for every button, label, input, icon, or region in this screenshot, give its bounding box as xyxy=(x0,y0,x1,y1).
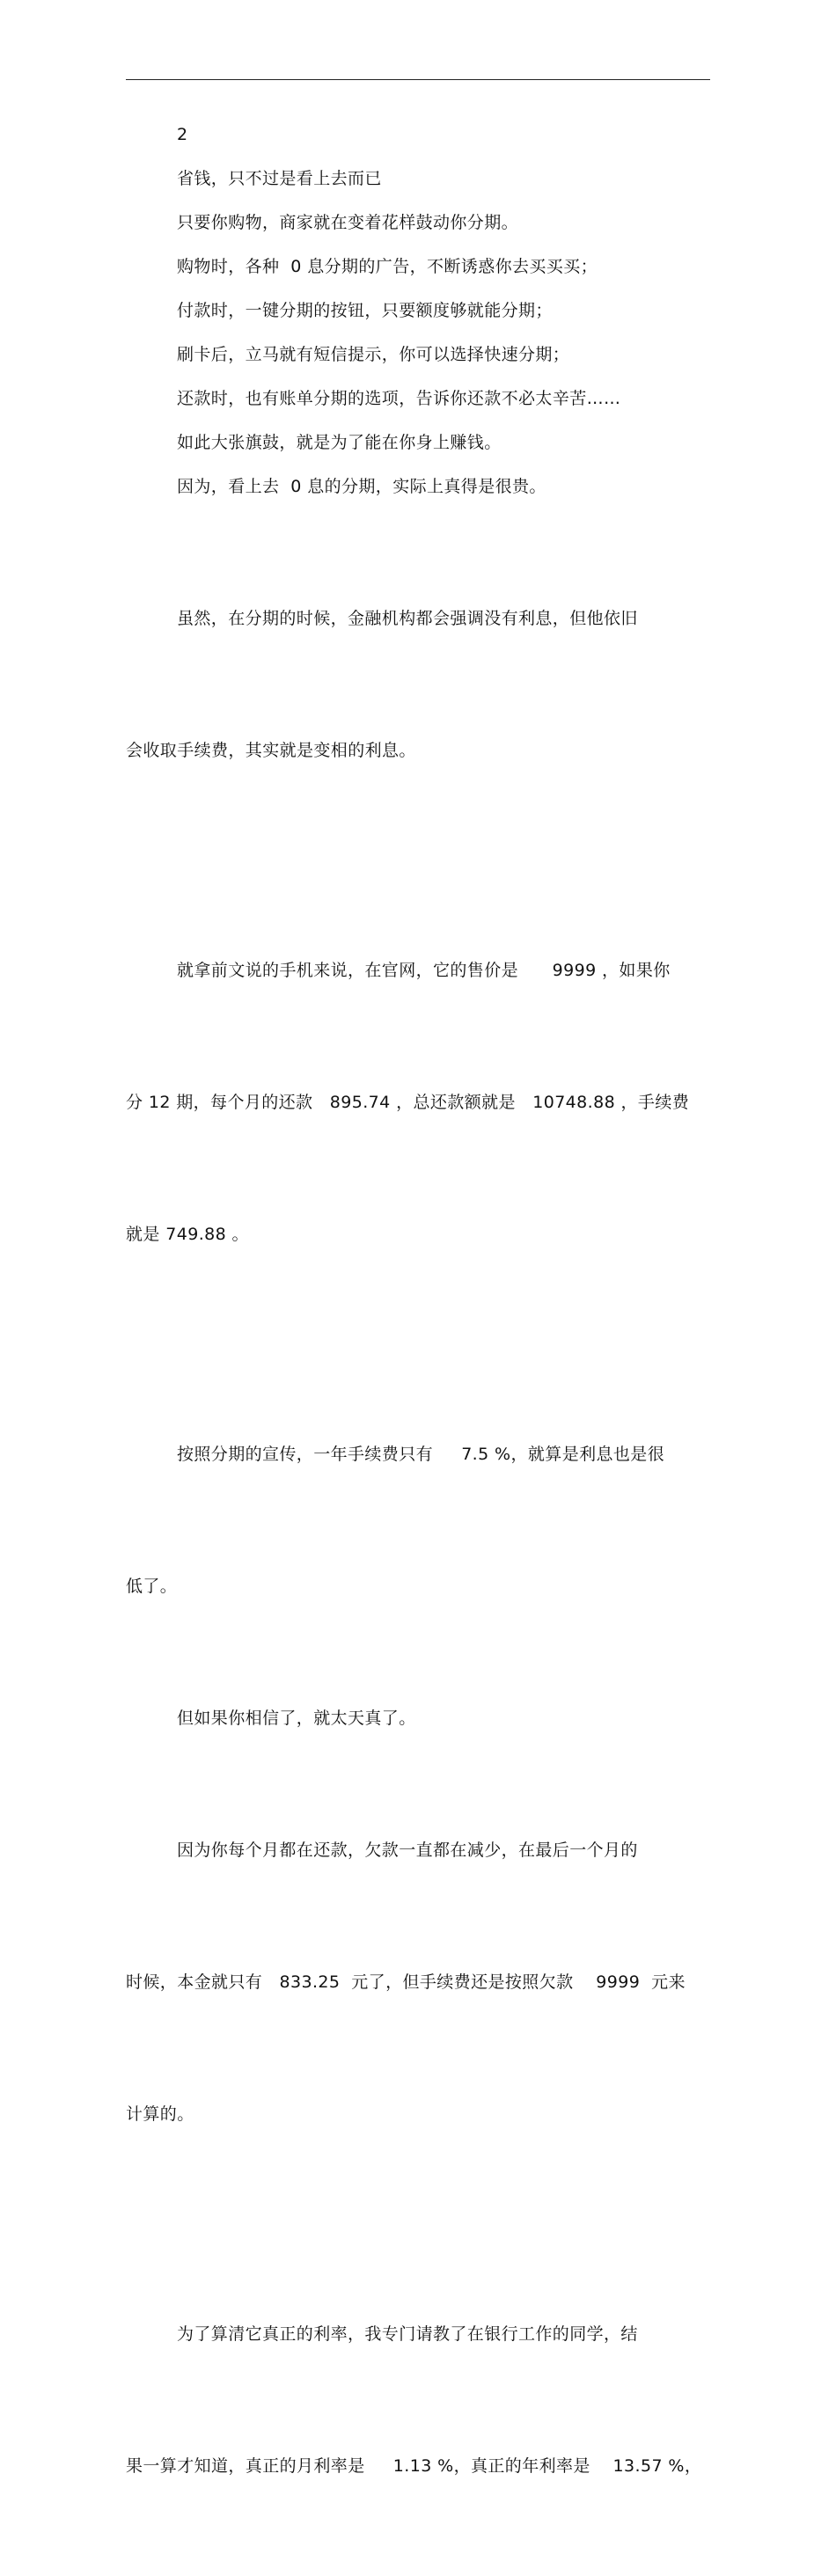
paragraph xyxy=(126,289,710,333)
paragraph-line: 就拿前文说的手机来说，在官网，它的售价是 9999 ，如果你 xyxy=(177,961,671,980)
paragraph-line: 低了。 xyxy=(126,1577,178,1596)
document-body xyxy=(126,113,710,2576)
paragraph-line: 计算的。 xyxy=(126,2104,194,2124)
paragraph xyxy=(126,509,710,860)
paragraph-line: 果一算才知道，真正的月利率是 1.13 %，真正的年利率是 13.57 %， xyxy=(126,2456,702,2476)
paragraph xyxy=(126,2224,710,2576)
paragraph-line: 还款时，也有账单分期的选项，告诉你还款不必太辛苦…… xyxy=(177,389,621,408)
paragraph-line: 只要你购物，商家就在变着花样鼓动你分期。 xyxy=(177,213,519,232)
paragraph xyxy=(126,245,710,289)
paragraph-line: 时候，本金就只有 833.25 元了，但手续费还是按照欠款 9999 元来 xyxy=(126,1972,686,1992)
paragraph-line: 分 12 期，每个月的还款 895.74 ，总还款额就是 10748.88 ，手续费 xyxy=(126,1093,690,1112)
paragraph-line: 因为你每个月都在还款，欠款一直都在减少，在最后一个月的 xyxy=(177,1841,638,1860)
paragraph xyxy=(126,333,710,377)
paragraph xyxy=(126,465,710,509)
paragraph-line: 付款时，一键分期的按钮，只要额度够就能分期； xyxy=(177,301,553,320)
paragraph-line: 就是 749.88 。 xyxy=(126,1225,249,1244)
paragraph xyxy=(126,377,710,421)
paragraph-line: 为了算清它真正的利率，我专门请教了在银行工作的同学，结 xyxy=(177,2324,638,2344)
page-number-text: 2 xyxy=(177,125,188,144)
paragraph-line: 如此大张旗鼓，就是为了能在你身上赚钱。 xyxy=(177,433,502,452)
page-number xyxy=(126,113,710,157)
paragraph-line: 购物时，各种 0 息分期的广告，不断诱惑你去买买买； xyxy=(177,257,598,276)
paragraph-line: 刷卡后，立马就有短信提示，你可以选择快速分期； xyxy=(177,345,570,364)
paragraph xyxy=(126,201,710,245)
paragraph-line: 因为，看上去 0 息的分期，实际上真得是很贵。 xyxy=(177,477,546,496)
paragraph-line: 但如果你相信了，就太天真了。 xyxy=(177,1709,416,1728)
paragraph-line: 按照分期的宣传，一年手续费只有 7.5 %，就算是利息也是很 xyxy=(177,1445,665,1464)
paragraph-line: 虽然，在分期的时候，金融机构都会强调没有利息，但他依旧 xyxy=(177,609,638,628)
paragraph xyxy=(126,1344,710,1696)
paragraph xyxy=(126,860,710,1344)
paragraph xyxy=(126,421,710,465)
paragraph-line: 省钱，只不过是看上去而已 xyxy=(177,169,382,188)
paragraph xyxy=(126,1740,710,2224)
header-rule xyxy=(126,79,710,80)
paragraph-line: 会收取手续费，其实就是变相的利息。 xyxy=(126,741,416,760)
paragraph xyxy=(126,1696,710,1740)
paragraph xyxy=(126,157,710,201)
